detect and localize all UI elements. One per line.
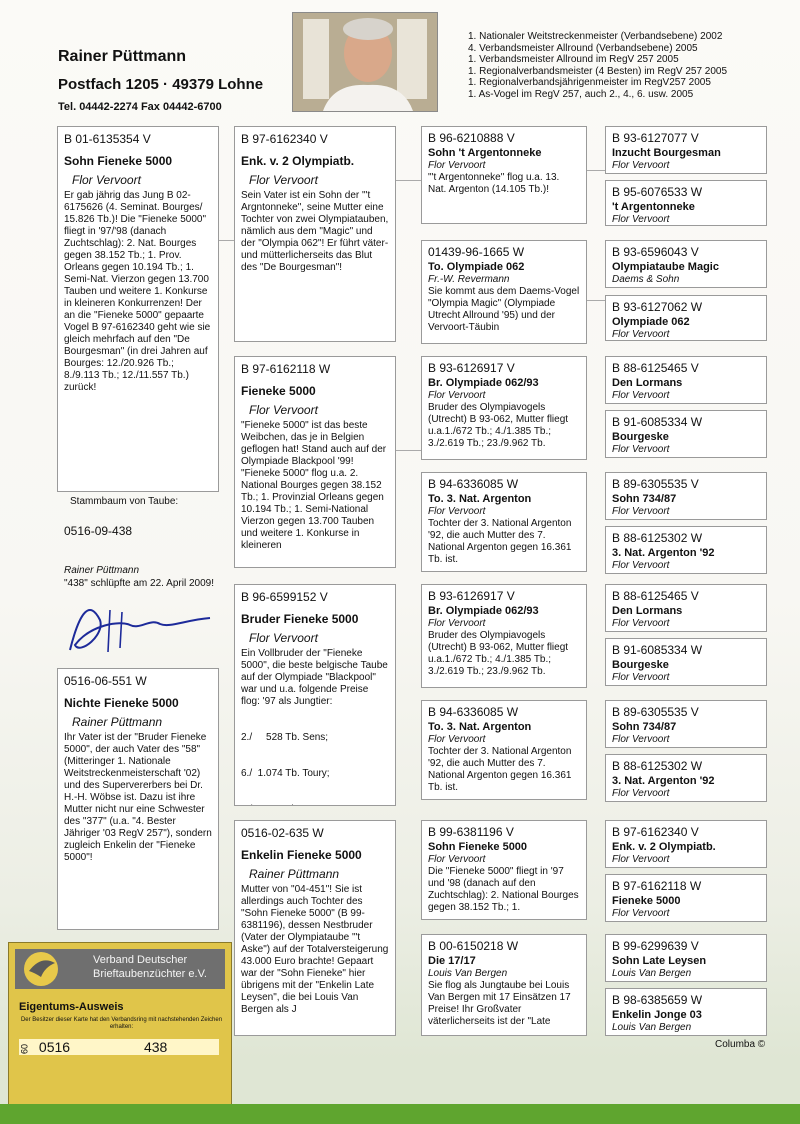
awards-list xyxy=(468,31,788,100)
ring-number: B 88-6125302 W xyxy=(612,759,703,773)
card-notice: Der Besitzer dieser Karte hat den Verbandsring mit nachstehenden Zeichen erhalten: xyxy=(20,1017,223,1030)
pigeon-description: Ein Vollbruder der "Fieneke 5000", die beste belgische Taube auf der Olympiade "Blackpool" war und u.a. folgende Preise flog: '97 als Jungtier: xyxy=(241,648,388,707)
ancestor-card xyxy=(605,934,767,982)
award-item: 1. Verbandsmeister Allround im RegV 257 2005 xyxy=(468,54,679,65)
ring-number: B 97-6162340 V xyxy=(241,132,328,146)
breeder-name: Flor Vervoort xyxy=(428,618,486,629)
grandparent-card xyxy=(234,126,396,342)
pigeon-name: To. Olympiade 062 xyxy=(428,261,525,273)
pigeon-name: Nichte Fieneke 5000 xyxy=(64,696,179,710)
ring-number: B 89-6305535 V xyxy=(612,477,699,491)
breeder-name: Flor Vervoort xyxy=(249,403,318,417)
pigeon-name: Bourgeske xyxy=(612,431,669,443)
ancestor-card xyxy=(605,874,767,922)
ring-number: B 88-6125465 V xyxy=(612,361,699,375)
ancestor-card xyxy=(605,356,767,404)
card-title: Eigentums-Ausweis xyxy=(19,1001,124,1013)
ring-number: 01439-96-1665 W xyxy=(428,245,525,259)
award-item: 1. As-Vogel im RegV 257, auch 2., 4., 6. usw. 2005 xyxy=(468,88,694,100)
great-grandparent-card xyxy=(421,472,587,572)
signature-image xyxy=(60,590,220,660)
great-grandparent-card xyxy=(421,240,587,344)
ring-number: B 89-6305535 V xyxy=(612,705,699,719)
pigeon-name: Sohn 734/87 xyxy=(612,493,677,505)
pigeon-name: Enkelin Fieneke 5000 xyxy=(241,848,362,862)
breeder-name: Flor Vervoort xyxy=(249,631,318,645)
grandparent-card xyxy=(234,584,396,806)
pigeon-name: Bourgeske xyxy=(612,659,669,671)
ring-number: B 94-6336085 W xyxy=(428,705,519,719)
award-item: 1. Regionalverbandsjährigenmeister im RegV257 2005 xyxy=(468,77,711,88)
pigeon-name: Den Lormans xyxy=(612,605,683,617)
pigeon-name: Enk. v. 2 Olympiatb. xyxy=(241,154,355,168)
breeder-name: Flor Vervoort xyxy=(612,734,670,745)
ring-number: B 93-6127062 W xyxy=(612,300,703,314)
ring-number: B 93-6596043 V xyxy=(612,245,699,259)
pigeon-description: Sie kommt aus dem Daems-Vogel "Olympia Magic" (Olympiade Utrecht Allround '95) und der Vervoort-Täubin xyxy=(428,286,580,333)
great-grandparent-card xyxy=(421,126,587,224)
breeder-name: Flor Vervoort xyxy=(612,444,670,455)
ancestor-card xyxy=(605,700,767,748)
ancestor-card xyxy=(605,820,767,868)
breeder-name: Flor Vervoort xyxy=(428,390,486,401)
great-grandparent-card xyxy=(421,700,587,800)
ring-number: B 93-6126917 V xyxy=(428,361,515,375)
ancestor-card xyxy=(605,472,767,520)
pigeon-description: Bruder des Olympiavogels (Utrecht) B 93-062, Mutter fliegt u.a.1./672 Tb.; 4./1.385 Tb.; 3./2.619 Tb.; 23./9.962 Tb. xyxy=(428,402,569,449)
ring-number: B 01-6135354 V xyxy=(64,132,151,146)
pigeon-description: Er gab jährig das Jung B 02-6175626 (4. Seminat. Bourges/ 15.826 Tb.)! Die "Fieneke 5000" fliegt in '97/'98 (danach Zuchtschlag): 2. Nat. Bourges gegen 38.152 Tb.; 1. Prov. Orleans gegen 10.194 Tb.; 1. Semi-Nat. Vierzon gegen 13.700 Tauben und weitere 1. Konkurse in kleineren Konkurrenzen! Der an die "Fieneke 5000" gepaarte Vogel B 97-6162340 geht wie sie gleich mehrfach auf den "De Bourgesman" (in drei Jahren auf Bourges: 12./20.926 Tb.; 8./9.113 Tb.; 12./11.557 Tb.) zurück! xyxy=(64,190,211,393)
pigeon-description: "'t Argentonneke" flog u.a. 13. Nat. Argenton (14.105 Tb.)! xyxy=(428,172,560,195)
parent-sire-card xyxy=(57,126,219,492)
ring-number-card: 438 xyxy=(143,1039,168,1055)
pigeon-name: Fieneke 5000 xyxy=(612,895,681,907)
pigeon-name: Fieneke 5000 xyxy=(241,384,316,398)
owner-name: Rainer Püttmann xyxy=(58,48,187,65)
pigeon-name: Sohn Late Leysen xyxy=(612,955,707,967)
hatch-text: "438" schlüpfte am 22. April 2009! xyxy=(64,578,214,589)
pigeon-name: Br. Olympiade 062/93 xyxy=(428,605,539,617)
breeder-name: Flor Vervoort xyxy=(428,160,486,171)
ring-number: B 93-6127077 V xyxy=(612,131,699,145)
ring-number: B 98-6385659 W xyxy=(612,993,703,1007)
result-item: 6./ 1.074 Tb. Toury; xyxy=(241,768,330,779)
ring-number: B 93-6126917 V xyxy=(428,589,515,603)
pigeon-name: To. 3. Nat. Argenton xyxy=(428,493,532,505)
breeder-name: Flor Vervoort xyxy=(612,214,670,225)
ancestor-card xyxy=(605,584,767,632)
pigeon-name: Bruder Fieneke 5000 xyxy=(241,612,359,626)
association-banner xyxy=(15,949,225,989)
subject-breeder: Rainer Püttmann xyxy=(64,565,140,576)
breeder-name: Flor Vervoort xyxy=(612,854,670,865)
pigeon-description: Ihr Vater ist der "Bruder Fieneke 5000", der auch Vater des "58" (Mitteringer 1. Nationale Weitstreckenmeisterschaft '02) und des Supervererbers bei Dr. H.-H. Wöbse ist. Dazu ist ihre Mutter nicht nur eine Schwester des "377" (u.a. "4. Bester Jähriger '03 RegV 257"), sondern zugleich Enkelin der "Fieneke 5000"! xyxy=(64,732,212,863)
owner-address: Postfach 1205 · 49379 Lohne xyxy=(58,76,264,93)
pigeon-description: Sein Vater ist ein Sohn der "'t Argntonneke", seine Mutter eine Tochter von zwei Olympiatauben, nämlich aus dem "Magic" und der "Olympia 062"! Er führt väter- und mütterlicherseits das Blut des "De Bourgesman"! xyxy=(241,190,389,273)
grandparent-card xyxy=(234,356,396,568)
breeder-name: Flor Vervoort xyxy=(428,506,486,517)
ancestor-card xyxy=(605,240,767,288)
pigeon-name: Br. Olympiade 062/93 xyxy=(428,377,539,389)
pedigree-title: Stammbaum von Taube: xyxy=(70,496,179,507)
pigeon-description: Bruder des Olympiavogels (Utrecht) B 93-062, Mutter fliegt u.a.1./672 Tb.; 4./1.385 Tb.; 3./2.619 Tb.; 23./9.962 Tb. xyxy=(428,630,569,677)
ancestor-card xyxy=(605,180,767,226)
breeder-name: Flor Vervoort xyxy=(249,173,318,187)
pigeon-name: Enkelin Jonge 03 xyxy=(612,1009,702,1021)
hatch-info xyxy=(64,564,214,590)
pigeon-name: To. 3. Nat. Argenton xyxy=(428,721,532,733)
breeder-name: Flor Vervoort xyxy=(72,173,141,187)
breeder-name: Louis Van Bergen xyxy=(612,968,692,979)
owner-photo xyxy=(292,12,438,112)
breeder-name: Flor Vervoort xyxy=(428,854,486,865)
ring-number: B 95-6076533 W xyxy=(612,185,703,199)
pigeon-name: Sohn 't Argentonneke xyxy=(428,147,542,159)
ancestor-card xyxy=(605,126,767,174)
pigeon-name: Enk. v. 2 Olympiatb. xyxy=(612,841,716,853)
pigeon-logo-icon xyxy=(15,949,75,989)
ancestor-card xyxy=(605,526,767,574)
ancestor-card xyxy=(605,410,767,458)
subject-ring-number: 0516-09-438 xyxy=(64,524,133,538)
ring-number: B 00-6150218 W xyxy=(428,939,519,953)
ring-code-row xyxy=(19,1039,219,1055)
ring-number: B 96-6210888 V xyxy=(428,131,515,145)
ring-number: B 97-6162118 W xyxy=(612,879,702,893)
portrait-image xyxy=(293,13,437,111)
ancestor-card xyxy=(605,754,767,802)
parent-dam-card xyxy=(57,668,219,930)
pigeon-name: 3. Nat. Argenton '92 xyxy=(612,547,715,559)
bottom-stripe xyxy=(0,1104,800,1124)
breeder-name: Flor Vervoort xyxy=(612,672,670,683)
pigeon-description: Sie flog als Jungtaube bei Louis Van Bergen mit 17 Einsätzen 17 Preise! Ihr Großvater väterlicherseits ist der "Late xyxy=(428,980,571,1027)
ring-number: B 91-6085334 W xyxy=(612,643,703,657)
great-grandparent-card xyxy=(421,820,587,920)
breeder-name: Flor Vervoort xyxy=(612,618,670,629)
pigeon-description: Mutter von "04-451"! Sie ist allerdings auch Tochter des "Sohn Fieneke 5000" (B 99-6381196), dessen Nestbruder (Vater der Olympiataube "'t Aske") auf der Totalversteigerung 43.000 Euro brachte! Gepaart war der "Sohn Fieneke" hier übrigens mit der "Enkelin Late Leysen", die bei Louis Van Bergen als J xyxy=(241,884,389,1015)
pigeon-name: Olympiataube Magic xyxy=(612,261,719,273)
ancestor-card xyxy=(605,295,767,341)
award-item: 1. Nationaler Weitstreckenmeister (Verbandsebene) 2002 xyxy=(468,31,723,42)
breeder-name: Flor Vervoort xyxy=(612,329,670,340)
award-item: 4. Verbandsmeister Allround (Verbandsebene) 2005 xyxy=(468,42,698,54)
ring-number: B 88-6125465 V xyxy=(612,589,699,603)
breeder-name: Louis Van Bergen xyxy=(612,1022,692,1033)
association-name-line1: Verband Deutscher xyxy=(93,954,188,966)
pigeon-description: "Fieneke 5000" ist das beste Weibchen, das je in Belgien geflogen hat! Stand auch auf der Olympiade Blackpool '99! "Fieneke 5000" flog u.a. 2. National Bourges gegen 38.152 Tb.; 1. Provinzial Orleans gegen 10.194 Tb.; 1. Semi-National Vierzon gegen 13.700 Tauben und weitere 1. Konkurse in kleineren xyxy=(241,420,387,551)
breeder-name: Fr.-W. Revermann xyxy=(428,274,510,285)
ring-number: B 94-6336085 W xyxy=(428,477,519,491)
ancestor-card xyxy=(605,988,767,1036)
pigeon-name: 't Argentonneke xyxy=(612,201,695,213)
ring-number: B 91-6085334 W xyxy=(612,415,703,429)
pigeon-name: 3. Nat. Argenton '92 xyxy=(612,775,715,787)
breeder-name: Flor Vervoort xyxy=(612,908,670,919)
results-list xyxy=(241,708,389,806)
pigeon-name: Sohn 734/87 xyxy=(612,721,677,733)
breeder-name: Flor Vervoort xyxy=(612,788,670,799)
pigeon-name: Sohn Fieneke 5000 xyxy=(64,154,173,168)
ring-number: B 99-6299639 V xyxy=(612,939,699,953)
ring-number: 0516-06-551 W xyxy=(64,674,147,688)
breeder-name: Flor Vervoort xyxy=(612,506,670,517)
pigeon-description: Die "Fieneke 5000" fliegt in '97 und '98 (danach auf den Zuchtschlag): 2. National Bourges gegen 38.152 Tb.; 1. xyxy=(428,866,579,913)
ring-number: B 96-6599152 V xyxy=(241,590,328,604)
breeder-name: Rainer Püttmann xyxy=(249,867,340,881)
ring-number: B 99-6381196 V xyxy=(428,825,514,839)
pigeon-name: Olympiade 062 xyxy=(612,316,690,328)
award-item: 1. Regionalverbandsmeister (4 Besten) im RegV 257 2005 xyxy=(468,65,728,77)
pigeon-name: Die 17/17 xyxy=(428,955,476,967)
pigeon-name: Den Lormans xyxy=(612,377,683,389)
ancestor-card xyxy=(605,638,767,686)
owner-phone: Tel. 04442-2274 Fax 04442-6700 xyxy=(58,101,222,113)
great-grandparent-card xyxy=(421,356,587,460)
grandparent-card xyxy=(234,820,396,1036)
ring-number: B 97-6162118 W xyxy=(241,362,331,376)
breeder-name: Daems & Sohn xyxy=(612,274,680,285)
ring-number: B 88-6125302 W xyxy=(612,531,703,545)
ring-number: B 97-6162340 V xyxy=(612,825,699,839)
pigeon-name: Sohn Fieneke 5000 xyxy=(428,841,528,853)
breeder-name: Flor Vervoort xyxy=(612,160,670,171)
breeder-name: Rainer Püttmann xyxy=(72,715,163,729)
pigeon-description: Tochter der 3. National Argenton '92, die auch Mutter des 7. National Argenton gegen 16.361 Tb. ist. xyxy=(428,518,572,565)
ownership-card xyxy=(8,942,232,1106)
breeder-name: Flor Vervoort xyxy=(428,734,486,745)
ring-number: 0516-02-635 W xyxy=(241,826,324,840)
breeder-name: Flor Vervoort xyxy=(612,560,670,571)
pigeon-name: Inzucht Bourgesman xyxy=(612,147,721,159)
result-item: 2./ 528 Tb. Sens; xyxy=(241,732,329,743)
great-grandparent-card xyxy=(421,584,587,688)
ring-club: 0516 xyxy=(38,1039,71,1055)
association-name-line2: Brieftaubenzüchter e.V. xyxy=(93,968,207,980)
result-item xyxy=(241,804,389,806)
ring-year: 09 xyxy=(19,1043,30,1055)
pigeon-description: Tochter der 3. National Argenton '92, die auch Mutter des 7. National Argenton gegen 16.361 Tb. ist. xyxy=(428,746,572,793)
breeder-name: Louis Van Bergen xyxy=(428,968,508,979)
breeder-name: Flor Vervoort xyxy=(612,390,670,401)
footer-credit: Columba © xyxy=(715,1039,766,1050)
great-grandparent-card xyxy=(421,934,587,1036)
